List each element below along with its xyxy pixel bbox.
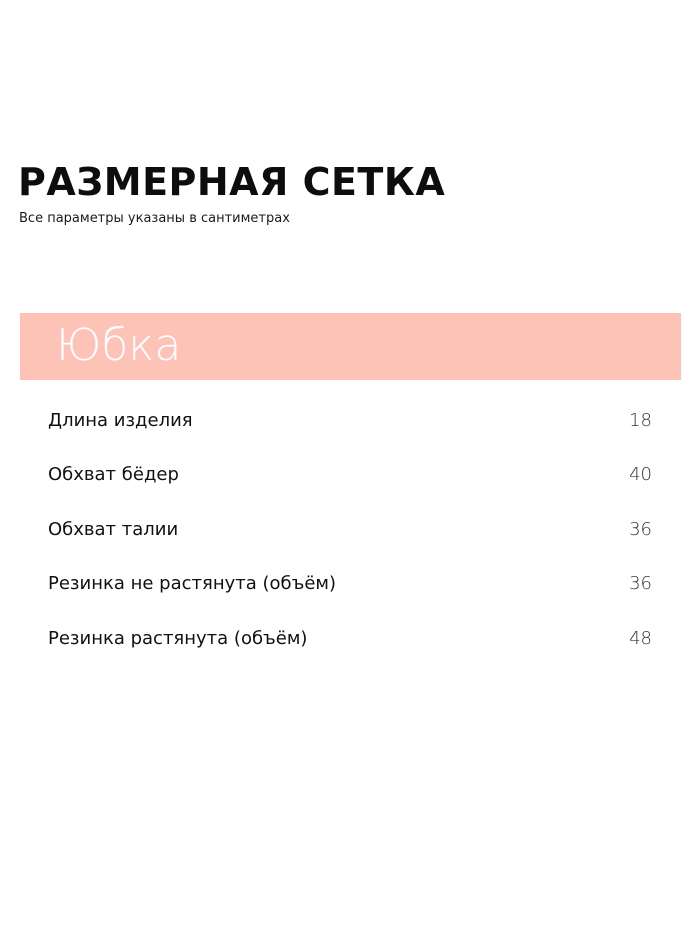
param-value: 36 — [629, 518, 652, 540]
param-value: 36 — [629, 573, 652, 595]
size-parameters-list — [48, 393, 652, 666]
param-row-elastic-stretched — [48, 611, 652, 666]
param-value: 40 — [629, 464, 652, 486]
param-row-elastic-relaxed — [48, 557, 652, 612]
section-title: Юбка — [56, 320, 182, 371]
param-label: Длина изделия — [48, 409, 193, 431]
param-label: Обхват талии — [48, 518, 179, 540]
section-banner — [20, 313, 681, 380]
param-label: Резинка не растянута (объём) — [48, 573, 337, 595]
param-row-hips — [48, 448, 652, 503]
param-row-waist — [48, 502, 652, 557]
param-label: Обхват бёдер — [48, 464, 179, 486]
param-label: Резинка растянута (объём) — [48, 627, 308, 649]
page-title: РАЗМЕРНАЯ СЕТКА — [18, 160, 446, 204]
param-value: 18 — [629, 409, 652, 431]
page-subtitle: Все параметры указаны в сантиметрах — [19, 211, 290, 226]
param-row-length — [48, 393, 652, 448]
param-value: 48 — [629, 627, 652, 649]
